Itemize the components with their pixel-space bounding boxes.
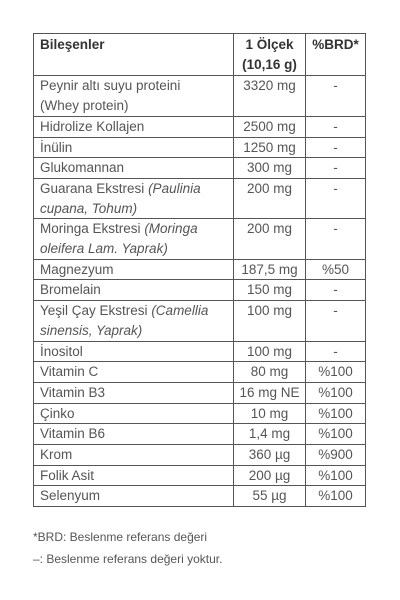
ingredient-cell bbox=[34, 116, 234, 137]
amount-cell: 55 µg bbox=[234, 486, 306, 507]
ingredient-cell bbox=[34, 341, 234, 362]
header-amount-per-scoop: 1 Ölçek (10,16 g) bbox=[234, 34, 306, 76]
table-row bbox=[34, 465, 366, 486]
ingredient-name: Vitamin C bbox=[40, 364, 99, 380]
ingredient-cell bbox=[34, 280, 234, 301]
table-row bbox=[34, 486, 366, 507]
ingredient-name: İnülin bbox=[40, 139, 73, 155]
amount-cell: 150 mg bbox=[234, 280, 306, 301]
footnote-dash-definition: –: Beslenme referans değeri yoktur. bbox=[33, 552, 223, 566]
brd-cell: %100 bbox=[306, 465, 366, 486]
table-header-row bbox=[34, 34, 366, 76]
ingredient-name: Selenyum bbox=[40, 488, 101, 504]
amount-cell: 2500 mg bbox=[234, 116, 306, 137]
ingredient-name: Çinko bbox=[40, 405, 75, 421]
ingredient-name: Guarana Ekstresi bbox=[40, 180, 145, 196]
table-row bbox=[34, 403, 366, 424]
ingredient-name: Glukomannan bbox=[40, 160, 125, 176]
amount-cell: 200 mg bbox=[234, 219, 306, 259]
ingredient-name: Vitamin B6 bbox=[40, 426, 106, 442]
ingredient-source: (Paulinia cupana, Tohum) bbox=[40, 180, 201, 216]
amount-cell: 3320 mg bbox=[234, 76, 306, 116]
table-row bbox=[34, 424, 366, 445]
amount-cell: 100 mg bbox=[234, 301, 306, 341]
ingredient-source: (Moringa oleifera Lam. Yaprak) bbox=[40, 221, 198, 257]
table-row bbox=[34, 178, 366, 218]
table-row bbox=[34, 280, 366, 301]
header-ingredients: Bileşenler bbox=[34, 34, 234, 76]
table-row bbox=[34, 219, 366, 259]
table-row bbox=[34, 137, 366, 158]
ingredient-cell bbox=[34, 178, 234, 218]
ingredient-cell bbox=[34, 382, 234, 403]
ingredient-name: Yeşil Çay Ekstresi bbox=[40, 303, 148, 319]
amount-cell: 80 mg bbox=[234, 362, 306, 383]
table-row bbox=[34, 341, 366, 362]
brd-cell: %100 bbox=[306, 362, 366, 383]
amount-cell: 300 mg bbox=[234, 158, 306, 179]
ingredient-cell bbox=[34, 362, 234, 383]
brd-cell: %100 bbox=[306, 382, 366, 403]
amount-cell: 1250 mg bbox=[234, 137, 306, 158]
ingredient-cell bbox=[34, 424, 234, 445]
ingredient-name: Krom bbox=[40, 447, 73, 463]
ingredient-name: Bromelain bbox=[40, 282, 101, 298]
ingredient-name: Vitamin B3 bbox=[40, 384, 106, 400]
amount-cell: 16 mg NE bbox=[234, 382, 306, 403]
ingredient-name: Peynir altı suyu proteini (Whey protein) bbox=[40, 78, 181, 114]
brd-cell: %100 bbox=[306, 424, 366, 445]
nutrition-table bbox=[33, 33, 366, 507]
ingredient-name: Moringa Ekstresi bbox=[40, 221, 141, 237]
ingredient-cell bbox=[34, 219, 234, 259]
table-row bbox=[34, 362, 366, 383]
table-row bbox=[34, 76, 366, 116]
amount-cell: 100 mg bbox=[234, 341, 306, 362]
brd-cell: - bbox=[306, 178, 366, 218]
brd-cell: %100 bbox=[306, 403, 366, 424]
header-brd-percent: %BRD* bbox=[306, 34, 366, 76]
footnotes bbox=[33, 526, 373, 570]
brd-cell: - bbox=[306, 280, 366, 301]
ingredient-cell bbox=[34, 486, 234, 507]
amount-cell: 200 µg bbox=[234, 465, 306, 486]
brd-cell: - bbox=[306, 301, 366, 341]
brd-cell: %100 bbox=[306, 486, 366, 507]
ingredient-name: Magnezyum bbox=[40, 261, 114, 277]
amount-cell: 187,5 mg bbox=[234, 259, 306, 280]
ingredient-cell bbox=[34, 259, 234, 280]
table-row bbox=[34, 301, 366, 341]
amount-cell: 200 mg bbox=[234, 178, 306, 218]
table-row bbox=[34, 158, 366, 179]
brd-cell: - bbox=[306, 158, 366, 179]
ingredient-cell bbox=[34, 403, 234, 424]
amount-cell: 360 µg bbox=[234, 445, 306, 466]
ingredient-source: (Camellia sinensis, Yaprak) bbox=[40, 303, 209, 338]
amount-cell: 1,4 mg bbox=[234, 424, 306, 445]
ingredient-cell bbox=[34, 158, 234, 179]
ingredient-cell bbox=[34, 465, 234, 486]
ingredient-name: Hidrolize Kollajen bbox=[40, 118, 145, 134]
amount-cell: 10 mg bbox=[234, 403, 306, 424]
brd-cell: %900 bbox=[306, 445, 366, 466]
ingredient-cell bbox=[34, 137, 234, 158]
table-row bbox=[34, 445, 366, 466]
ingredient-name: Folik Asit bbox=[40, 467, 95, 483]
ingredient-cell bbox=[34, 445, 234, 466]
footnote-brd-definition: *BRD: Beslenme referans değeri bbox=[33, 530, 208, 544]
brd-cell: - bbox=[306, 137, 366, 158]
brd-cell: %50 bbox=[306, 259, 366, 280]
ingredient-cell bbox=[34, 76, 234, 116]
brd-cell: - bbox=[306, 219, 366, 259]
table-row bbox=[34, 382, 366, 403]
ingredient-cell bbox=[34, 301, 234, 341]
nutrition-table-container bbox=[33, 33, 365, 507]
brd-cell: - bbox=[306, 116, 366, 137]
table-row bbox=[34, 116, 366, 137]
ingredient-name: İnositol bbox=[40, 343, 83, 359]
table-row bbox=[34, 259, 366, 280]
brd-cell: - bbox=[306, 341, 366, 362]
brd-cell: - bbox=[306, 76, 366, 116]
